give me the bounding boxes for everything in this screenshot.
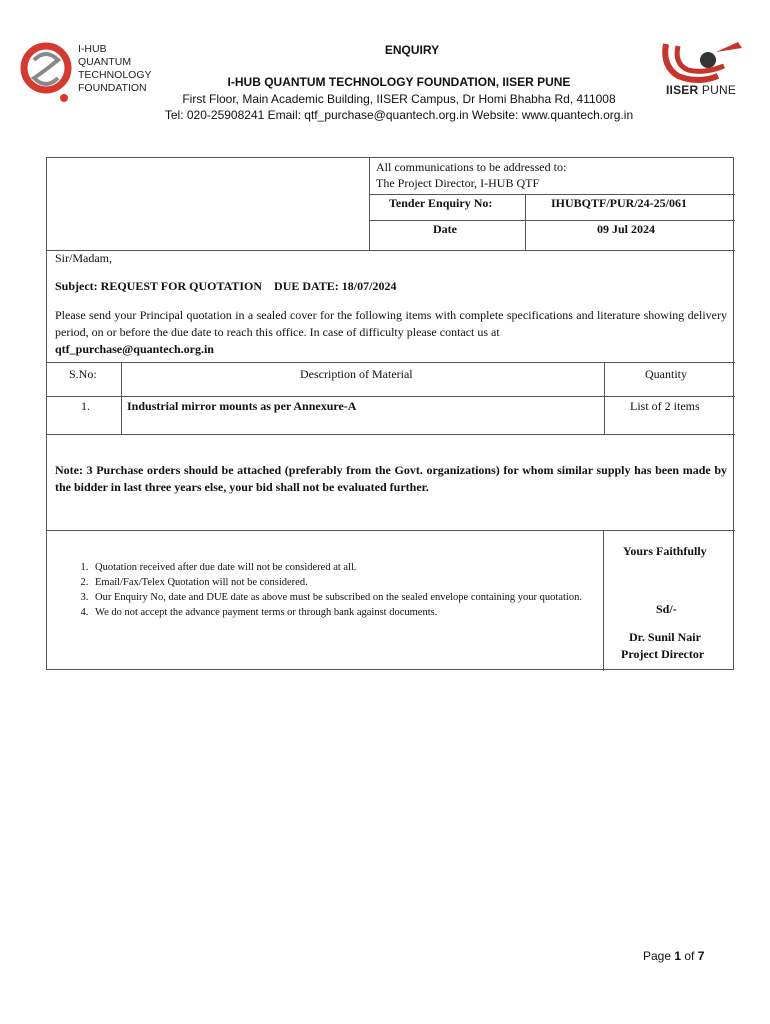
tender-number: IHUBQTF/PUR/24-25/061 xyxy=(551,196,688,210)
organization-name: I-HUB QUANTUM TECHNOLOGY FOUNDATION, IISER PUNE xyxy=(227,75,571,89)
enquiry-heading: ENQUIRY xyxy=(384,43,440,57)
col-header-quantity: Quantity xyxy=(645,367,687,381)
note: Note: 3 Purchase orders should be attached (preferably from the Govt. organizations) for whom similar supply has been made by the bidder in last three years else, your bid shall not be evaluated further. xyxy=(55,463,727,494)
page-number: Page 1 of 7 xyxy=(643,949,705,963)
condition-item: 3. Our Enquiry No, date and DUE date as above must be subscribed on the sealed envelope containing your quotation. xyxy=(91,590,599,605)
signed: Sd/- xyxy=(656,602,677,616)
iiser-logo-text: IISER PUNE xyxy=(666,83,737,97)
closing: Yours Faithfully xyxy=(623,544,707,558)
condition-item: 1. Quotation received after due date will not be considered at all. xyxy=(91,560,599,575)
organization-address: First Floor, Main Academic Building, IISER Campus, Dr Homi Bhabha Rd, 411008 xyxy=(182,92,616,106)
col-header-sno: S.No: xyxy=(69,367,97,381)
conditions-list xyxy=(47,560,599,620)
addressed-line-2: The Project Director, I-HUB QTF xyxy=(376,176,540,190)
date-value: 09 Jul 2024 xyxy=(597,222,656,236)
ihub-logo-text: I-HUB QUANTUM TECHNOLOGY FOUNDATION xyxy=(78,43,152,94)
condition-item: 4. We do not accept the advance payment terms or through bank against documents. xyxy=(91,605,599,620)
item-quantity: List of 2 items xyxy=(630,399,700,413)
tender-label: Tender Enquiry No: xyxy=(389,196,493,210)
col-header-description: Description of Material xyxy=(300,367,413,381)
instructions-paragraph: Please send your Principal quotation in a sealed cover for the following items with complete specifications and literature showing delivery period, on or before the due date to reach this office. In case of difficulty please contact us at qtf_purchase@quantech.org.in xyxy=(55,308,727,356)
item-description: Industrial mirror mounts as per Annexure-A xyxy=(127,399,357,413)
enquiry-form xyxy=(46,157,734,670)
contact-email[interactable]: qtf_purchase@quantech.org.in xyxy=(55,342,214,356)
signatory-title: Project Director xyxy=(621,647,705,661)
organization-contact: Tel: 020-25908241 Email: qtf_purchase@quantech.org.in Website: www.quantech.org.in xyxy=(164,108,634,122)
addressed-line-1: All communications to be addressed to: xyxy=(376,160,567,174)
item-sno: 1. xyxy=(81,399,90,413)
signatory-name: Dr. Sunil Nair xyxy=(629,630,701,644)
salutation: Sir/Madam, xyxy=(55,251,112,265)
subject-line: Subject: REQUEST FOR QUOTATION DUE DATE: 18/07/2024 xyxy=(55,279,397,293)
condition-item: 2. Email/Fax/Telex Quotation will not be considered. xyxy=(91,575,599,590)
date-label: Date xyxy=(433,222,457,236)
